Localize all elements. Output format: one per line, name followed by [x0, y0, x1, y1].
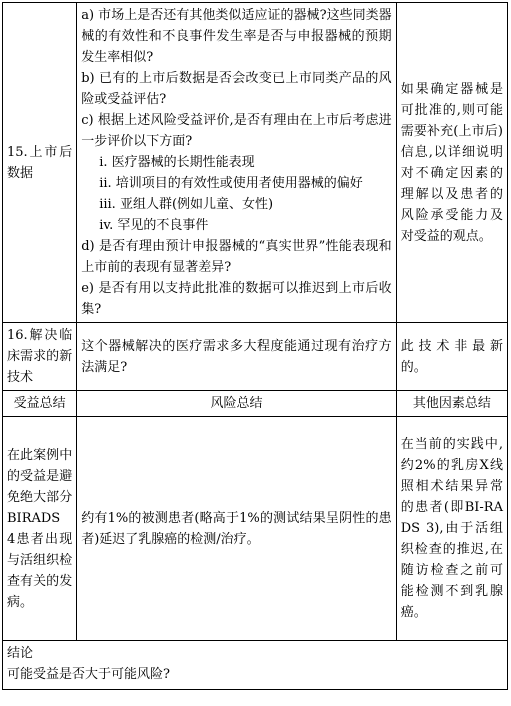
summary-row — [3, 417, 508, 641]
row15-item-c: c) 根据上述风险受益评价,是否有理由在上市后考虑进一步评价以下方面? — [81, 113, 392, 149]
risk-summary-header: 风险总结 — [77, 391, 396, 417]
benefit-summary: 在此案例中的受益是避免绝大部分BIRADS 4患者出现与活组织检查有关的发病。 — [3, 417, 77, 641]
conclusion-row — [3, 641, 508, 690]
row15-item-b: b) 已有的上市后数据是否会改变已上市同类产品的风险或受益评估? — [81, 71, 392, 107]
conclusion-question: 可能受益是否大于可能风险? — [7, 667, 170, 682]
row-new-technology — [3, 323, 508, 391]
row15-item-d: d) 是否有理由预计申报器械的“真实世界”性能表现和上市前的表现有显著差异? — [81, 239, 392, 275]
conclusion-cell — [3, 641, 508, 690]
risk-summary: 约有1%的被测患者(略高于1%的测试结果呈阴性的患者)延迟了乳腺癌的检测/治疗。 — [77, 417, 396, 641]
row15-questions — [77, 3, 396, 323]
row16-label: 16.解决临床需求的新技术 — [3, 323, 77, 391]
assessment-document — [2, 2, 508, 690]
row16-note: 此技术非最新的。 — [396, 323, 507, 391]
summary-header-row — [3, 391, 508, 417]
row15-subitem-i: i. 医疗器械的长期性能表现 — [99, 155, 255, 170]
benefit-summary-header: 受益总结 — [3, 391, 77, 417]
other-summary-header: 其他因素总结 — [396, 391, 507, 417]
row16-question: 这个器械解决的医疗需求多大程度能通过现有治疗方法满足? — [77, 323, 396, 391]
row15-note: 如果确定器械是可批准的,则可能需要补充(上市后)信息,以详细说明对不确定因素的理解以及患者的风险承受能力及对受益的观点。 — [396, 3, 507, 323]
other-summary: 在当前的实践中,约2%的乳房X线照相术结果异常的患者(即BI-RADS 3),由于活组织检查的推迟,在随访检查之前可能检测不到乳腺癌。 — [396, 417, 507, 641]
row-postmarket-data — [3, 3, 508, 323]
row15-subitem-iv: iv. 罕见的不良事件 — [99, 218, 209, 233]
row15-item-a: a) 市场上是否还有其他类似适应证的器械?这些同类器械的有效性和不良事件发生率是否与申报器械的预期发生率相似? — [81, 8, 392, 65]
row15-label: 15.上市后数据 — [3, 3, 77, 323]
row15-item-e: e) 是否有用以支持此批准的数据可以推迟到上市后收集? — [81, 281, 392, 317]
row15-subitem-iii: iii. 亚组人群(例如儿童、女性) — [99, 197, 274, 212]
row15-subitem-ii: ii. 培训项目的有效性或使用者使用器械的偏好 — [99, 176, 363, 191]
conclusion-title: 结论 — [7, 646, 34, 661]
benefit-risk-table — [2, 2, 508, 690]
